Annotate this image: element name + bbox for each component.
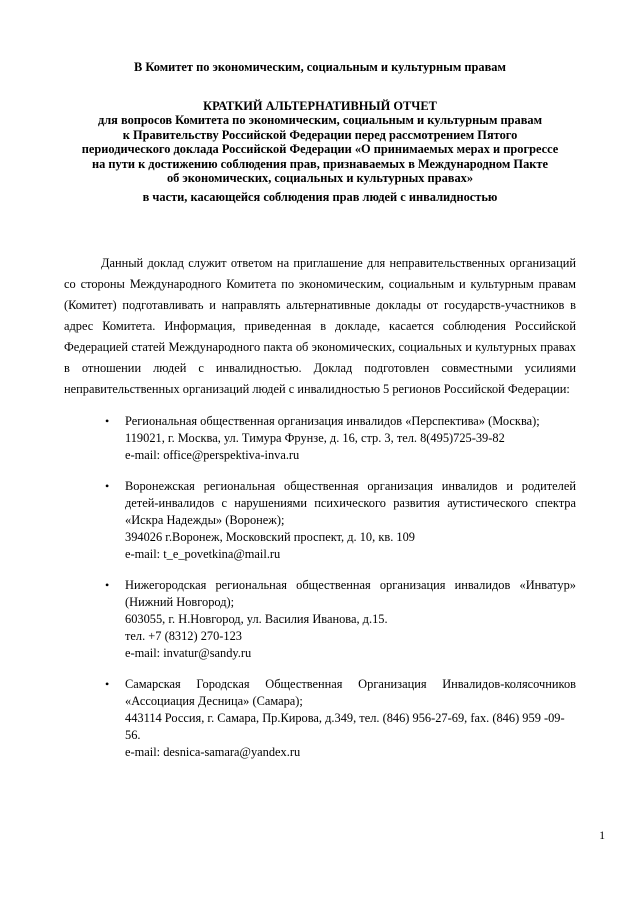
title-line-4: периодического доклада Российской Федерации «О принимаемых мерах и прогрессе — [81, 142, 559, 156]
organization-item-iskra-nadezhdy — [105, 478, 576, 563]
bullet-icon: • — [105, 677, 110, 691]
organization-email: e-mail: desnica-samara@yandex.ru — [125, 745, 301, 759]
bullet-icon: • — [105, 479, 110, 493]
title-line-3: к Правительству Российской Федерации перед рассмотрением Пятого — [122, 127, 518, 142]
bullet-icon: • — [105, 414, 110, 428]
organization-email: e-mail: t_e_povetkina@mail.ru — [125, 547, 281, 561]
title-line-6: об экономических, социальных и культурных правах» — [166, 171, 474, 185]
page-number: 1 — [599, 830, 605, 842]
organization-name: Региональная общественная организация инвалидов «Перспектива» (Москва); — [125, 414, 540, 428]
organization-item-perspektiva — [105, 413, 576, 464]
title-line-1: КРАТКИЙ АЛЬТЕРНАТИВНЫЙ ОТЧЕТ — [203, 98, 437, 113]
organization-address: 603055, г. Н.Новгород, ул. Василия Иванова, д.15. — [125, 612, 388, 626]
subtitle-line: в части, касающейся соблюдения прав людей с инвалидностью — [142, 189, 498, 204]
addressee-line: В Комитет по экономическим, социальным и культурным правам — [134, 60, 506, 74]
organization-name: Самарская Городская Общественная Организация Инвалидов-колясочников «Ассоциация Десница» (Самара); — [125, 677, 576, 708]
organization-list — [64, 413, 576, 761]
bullet-icon: • — [105, 578, 110, 592]
organization-item-desnitsa — [105, 676, 576, 761]
organization-item-invatur — [105, 577, 576, 662]
title-line-2: для вопросов Комитета по экономическим, социальным и культурным правам — [97, 113, 543, 127]
document-content — [64, 60, 576, 761]
organization-address: 443114 Россия, г. Самара, Пр.Кирова, д.349, тел. (846) 956-27-69, fax. (846) 959 -09-56. — [125, 711, 565, 742]
title-line-5: на пути к достижению соблюдения прав, признаваемых в Международном Пакте — [91, 156, 548, 171]
organization-address: 394026 г.Воронеж, Московский проспект, д. 10, кв. 109 — [125, 530, 415, 544]
organization-email: e-mail: invatur@sandy.ru — [125, 646, 252, 660]
title-block — [64, 99, 576, 186]
organization-phone: тел. +7 (8312) 270-123 — [125, 629, 243, 643]
organization-email: e-mail: office@perspektiva-inva.ru — [125, 448, 300, 462]
organization-address: 119021, г. Москва, ул. Тимура Фрунзе, д. 16, стр. 3, тел. 8(495)725-39-82 — [125, 431, 505, 445]
intro-paragraph: Данный доклад служит ответом на приглашение для неправительственных организаций со стороны Международного Комитета по экономическим, социальным и культурным правам (Комитет) подготавливать и направлять альтернативные доклады от государств-участников в адрес Комитета. Информация, приведенная в докладе, касается соблюдения Российской Федерацией статей Международного пакта об экономических, социальных и культурных правах в отношении людей с инвалидностью. Доклад подготовлен совместными усилиями неправительственных организаций людей с инвалидностью 5 регионов Российской Федерации: — [64, 256, 576, 396]
organization-name: Воронежская региональная общественная организация инвалидов и родителей детей-инвалидов с нарушениями психического развития аутистического спектра «Искра Надежды» (Воронеж); — [125, 479, 576, 527]
organization-name: Нижегородская региональная общественная организация инвалидов «Инватур» (Нижний Новгород); — [125, 578, 576, 609]
